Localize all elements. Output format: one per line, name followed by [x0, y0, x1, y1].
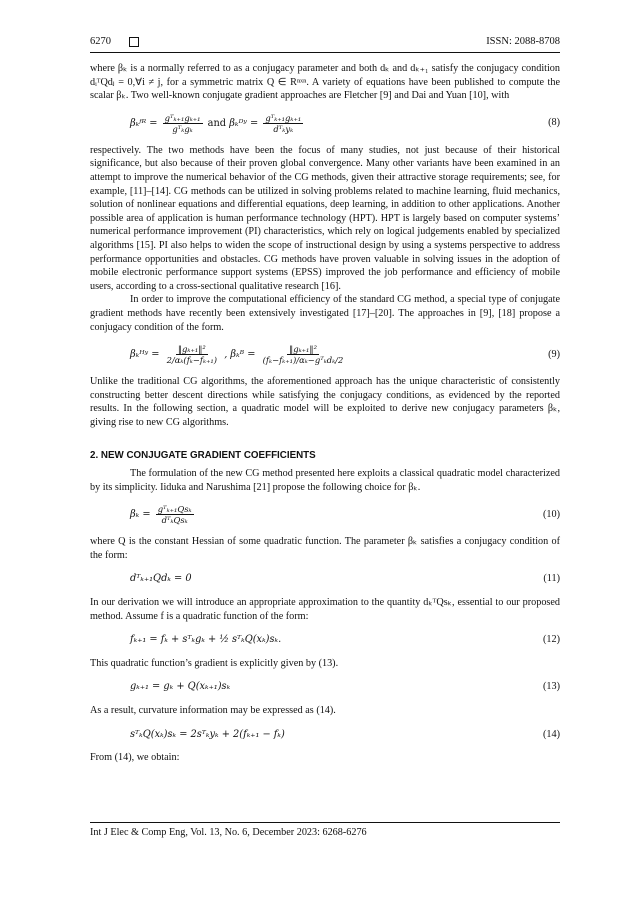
fraction: $\frac{\text{‖gₖ₊₁‖²}}{\text{2/αₖ(fₖ−fₖ₊₁)}}$: [166, 344, 218, 366]
eq-lhs: βₖᴴʸ =: [130, 349, 160, 361]
paragraph: In order to improve the computational efficiency of the standard CG method, a special type of conjugate gradient methods have recently been extensively investigated [17]–[20]. The approaches in [9], [18] propose a conjugacy condition of the form.: [90, 294, 560, 333]
equation-13: [130, 680, 560, 694]
equation-14: [130, 728, 560, 742]
paragraph: In our derivation we will introduce an appropriate approximation to the quantity dₖᵀQsₖ, essential to our proposed method. Assume f is a quadratic function of the form:: [90, 597, 560, 622]
eq-body: fₖ₊₁ = fₖ + sᵀₖgₖ + ½ sᵀₖQ(xₖ)sₖ.: [130, 634, 282, 646]
equation-number: (10): [543, 508, 560, 520]
equation-11: [130, 572, 560, 586]
paragraph: This quadratic function’s gradient is explicitly given by (13).: [90, 657, 339, 669]
eq-lhs: βₖ =: [130, 509, 151, 521]
equation-number: (13): [543, 681, 560, 693]
paragraph: Unlike the traditional CG algorithms, the aforementioned approach has the unique characteristic of consistently constructing better descent directions while satisfying the conjugacy conditions, as evidenced by the reported results. In the following section, a quadratic model will be exploited to derive new conjugacy parameters βₖ, giving rise to new CG algorithms.: [90, 376, 560, 428]
eq-lhs: βₖᶠᴿ =: [130, 117, 158, 129]
paragraph: where Q is the constant Hessian of some quadratic function. The parameter βₖ satisfies a conjugacy condition of the form:: [90, 536, 560, 561]
paragraph: The formulation of the new CG method presented here exploits a classical quadratic model characterized by its simplicity. Iiduka and Narushima [21] propose the following choice for βₖ.: [90, 468, 560, 493]
footer-rule: [90, 822, 560, 823]
eq-lhs: βₖᴰʸ =: [229, 117, 259, 129]
fraction: $\frac{\text{gᵀₖ₊₁gₖ₊₁}}{\text{gᵀₖgₖ}}$: [164, 112, 201, 134]
equation-number: (12): [543, 634, 560, 646]
eq-body: sᵀₖQ(xₖ)sₖ = 2sᵀₖyₖ + 2(fₖ₊₁ − fₖ): [130, 728, 285, 740]
square-icon: [129, 37, 139, 47]
running-header: [90, 36, 560, 47]
footer-citation: Int J Elec & Comp Eng, Vol. 13, No. 6, December 2023: 6268-6276: [90, 827, 367, 838]
paragraph: As a result, curvature information may be expressed as (14).: [90, 705, 336, 716]
equation-12: [130, 633, 560, 647]
eq-lhs: , βₖᴮ =: [224, 349, 256, 361]
header-rule: [90, 52, 560, 53]
eq-and: and: [207, 117, 227, 129]
section-heading: 2. NEW CONJUGATE GRADIENT COEFFICIENTS: [90, 450, 316, 462]
equation-number: (9): [548, 348, 560, 360]
main-text: [90, 62, 560, 765]
paragraph: where βₖ is a normally referred to as a conjugacy parameter and both dₖ and dₖ₊₁ satisfy the conjugacy condition dᵢᵀQdⱼ = 0,∀i ≠ j, for a symmetric matrix Q ∈ Rⁿˣⁿ. A variety of equations have been published to compute the scalar βₖ. Two well-known conjugate gradient approaches are Fletcher [9] and Dai and Yuan [10], with: [90, 63, 560, 102]
eq-body: gₖ₊₁ = gₖ + Q(xₖ₊₁)sₖ: [130, 681, 231, 693]
equation-8: [130, 113, 560, 134]
equation-9: [130, 344, 560, 365]
fraction: $\frac{\text{‖gₖ₊₁‖²}}{\text{(fₖ−fₖ₊₁)/αₖ−gᵀₖdₖ/2}}$: [262, 344, 344, 366]
fraction: $\frac{\text{gᵀₖ₊₁Qsₖ}}{\text{dᵀₖQsₖ}}$: [157, 504, 192, 526]
equation-number: (11): [543, 573, 560, 585]
equation-10: [130, 504, 560, 525]
eq-body: dᵀₖ₊₁Qdₖ = 0: [130, 573, 192, 585]
paragraph: From (14), we obtain:: [90, 752, 180, 764]
equation-number: (8): [548, 117, 560, 129]
fraction: $\frac{\text{gᵀₖ₊₁gₖ₊₁}}{\text{dᵀₖyₖ}}$: [265, 112, 302, 134]
equation-number: (14): [543, 728, 560, 740]
page-number: 6270: [90, 36, 111, 47]
paragraph: respectively. The two methods have been the focus of many studies, not just because of their historical significance, but also because of their proven global convergence. Many other variants have been examined in an attempt to improve the numerical behavior of the CG methods, given their attractive storage requirements; see, for example, [11]–[14]. CG methods can be utilized in solving problems related to machine learning, fluid mechanics, solution of nonlinear equations and differential equations, deep learning, in addition to other applications. Another possible area of application is human performance technology (HPT). HPT is largely based on computer systems’ numerical performance improvement (PI) characteristics, which rely on logical judgements enabled by specialized algorithms [15]. PI also helps to widen the scope of instructional design by using a systems perspective to address performance opportunities and obstacles. CG methods have proven valuable in solving issues in the adoption of mobile electronic performance support systems (EPSS) improved the job performance and efficiency of mobile users, according to a cross-sectional qualitative research [16].: [90, 144, 560, 292]
issn: ISSN: 2088-8708: [486, 36, 560, 47]
